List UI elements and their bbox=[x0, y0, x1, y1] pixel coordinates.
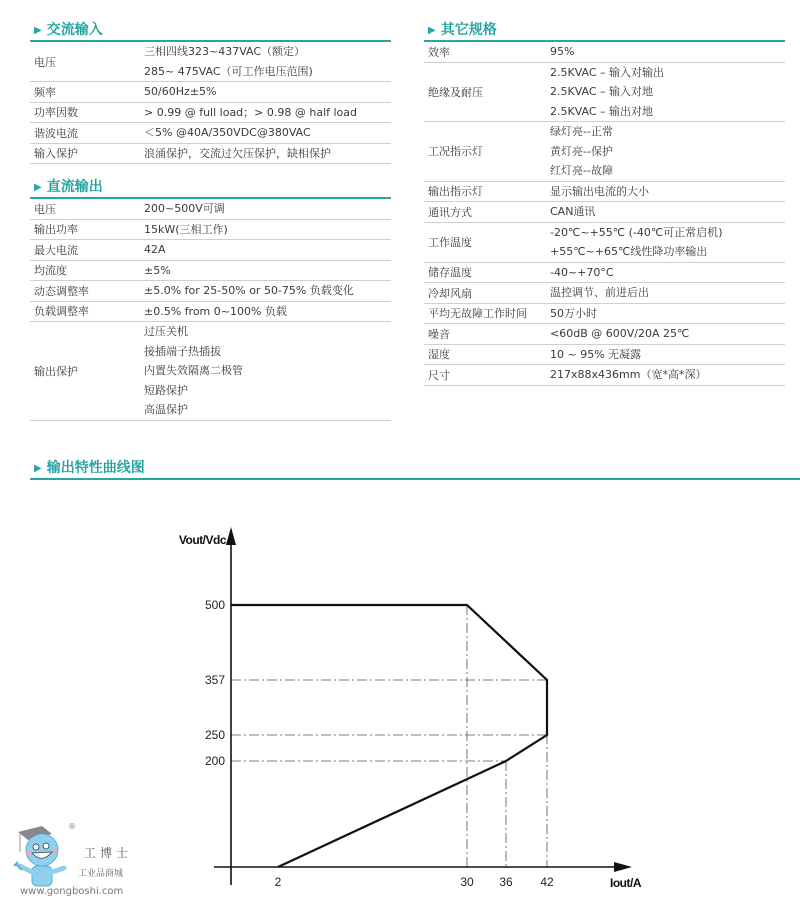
spec-label: 输出指示灯 bbox=[424, 181, 546, 202]
y-tick-label: 200 bbox=[204, 754, 225, 768]
spec-value-line: 接插端子热插拔 bbox=[144, 344, 221, 358]
x-tick-label: 30 bbox=[460, 875, 474, 889]
spec-value-line: -40~+70°C bbox=[550, 265, 614, 279]
spec-label: 负载调整率 bbox=[30, 301, 140, 322]
spec-label: 均流度 bbox=[30, 260, 140, 281]
spec-label: 最大电流 bbox=[30, 240, 140, 261]
spec-value-line: ±0.5% from 0~100% 负载 bbox=[144, 304, 287, 318]
reference-lines bbox=[231, 605, 547, 867]
dc-output-title: 直流输出 bbox=[46, 179, 103, 195]
logo-brand: 工博士 bbox=[84, 846, 133, 860]
spec-value-line: 285~ 475VAC（可工作电压范围) bbox=[144, 64, 313, 78]
x-axis-arrow-icon bbox=[614, 862, 632, 872]
triangle-bullet-icon: ▶ bbox=[34, 463, 42, 474]
spec-value-line: ±5.0% for 25-50% or 50-75% 负载变化 bbox=[144, 284, 354, 297]
spec-value-line: -20℃~+55℃ (-40℃可正常启机) bbox=[550, 225, 723, 239]
chart-labels bbox=[179, 533, 642, 890]
triangle-bullet-icon: ▶ bbox=[428, 25, 436, 36]
spec-label: 频率 bbox=[30, 82, 140, 103]
spec-value-line: 三相四线323~437VAC（额定） bbox=[144, 45, 306, 58]
spec-label: 动态调整率 bbox=[30, 281, 140, 302]
spec-value-line: <60dB @ 600V/20A 25℃ bbox=[550, 327, 690, 340]
spec-value-line: 高温保护 bbox=[144, 403, 188, 416]
chart-section-title: 输出特性曲线图 bbox=[46, 460, 145, 476]
x-axis-title: Iout/A bbox=[610, 876, 641, 890]
registered-mark: ® bbox=[68, 822, 76, 831]
spec-label: 效率 bbox=[424, 42, 546, 62]
spec-value-line: +55℃~+65℃线性降功率输出 bbox=[550, 245, 708, 258]
spec-label: 通讯方式 bbox=[424, 202, 546, 223]
spec-value-line: 2.5KVAC – 输入对输出 bbox=[550, 65, 665, 79]
spec-label: 输出保护 bbox=[30, 322, 140, 421]
spec-value-line: 2.5KVAC – 输出对地 bbox=[550, 104, 654, 118]
spec-label: 电压 bbox=[30, 199, 140, 219]
y-tick-label: 500 bbox=[204, 598, 225, 612]
spec-value-line: 42A bbox=[144, 243, 166, 256]
output-curve bbox=[231, 605, 547, 867]
spec-value-line: 50万小时 bbox=[550, 306, 597, 320]
gongboshi-logo bbox=[12, 820, 152, 905]
y-tick-label: 250 bbox=[204, 728, 225, 742]
spec-value-line: ＜5% @40A/350VDC@380VAC bbox=[144, 126, 311, 139]
x-tick-label: 36 bbox=[499, 875, 513, 889]
spec-label: 谐波电流 bbox=[30, 123, 140, 144]
spec-value-line: 绿灯亮--正常 bbox=[550, 125, 613, 138]
spec-value-line: 红灯亮--故障 bbox=[550, 164, 613, 177]
spec-value-line: CAN通讯 bbox=[550, 205, 596, 218]
triangle-bullet-icon: ▶ bbox=[34, 25, 42, 36]
spec-label: 湿度 bbox=[424, 344, 546, 365]
other-specs-title: 其它规格 bbox=[440, 22, 497, 38]
spec-value-line: 200~500V可调 bbox=[144, 202, 225, 215]
spec-label: 尺寸 bbox=[424, 365, 546, 386]
spec-value-line: 217x88x436mm（宽*高*深） bbox=[550, 368, 707, 381]
spec-value-line: 10 ~ 95% 无凝露 bbox=[550, 347, 642, 361]
chart-axes bbox=[214, 527, 632, 885]
spec-label: 功率因数 bbox=[30, 102, 140, 123]
x-tick-label: 42 bbox=[540, 875, 554, 889]
y-axis-title: Vout/Vdc bbox=[178, 533, 226, 547]
spec-value-line: > 0.99 @ full load；> 0.98 @ half load bbox=[144, 105, 358, 119]
spec-value-line: 浪涌保护，交流过欠压保护，缺相保护 bbox=[144, 146, 331, 160]
spec-label: 工况指示灯 bbox=[424, 122, 546, 182]
envelope-curve bbox=[231, 605, 547, 867]
spec-label: 电压 bbox=[30, 42, 140, 82]
y-tick-label: 357 bbox=[204, 673, 225, 687]
y-axis-arrow-icon bbox=[226, 527, 236, 545]
spec-value-line: ±5% bbox=[144, 263, 171, 277]
spec-label: 平均无故障工作时间 bbox=[424, 303, 546, 324]
spec-value-line: 黄灯亮--保护 bbox=[550, 144, 613, 158]
spec-value-line: 2.5KVAC – 输入对地 bbox=[550, 85, 654, 98]
logo-url: www.gongboshi.com bbox=[20, 886, 124, 897]
spec-value-line: 95% bbox=[550, 45, 575, 58]
spec-label: 冷却风扇 bbox=[424, 283, 546, 304]
spec-value-line: 50/60Hz±5% bbox=[144, 85, 217, 98]
spec-label: 工作温度 bbox=[424, 222, 546, 262]
spec-label: 输入保护 bbox=[30, 143, 140, 164]
triangle-bullet-icon: ▶ bbox=[34, 182, 42, 193]
spec-value-line: 内置失效隔离二极管 bbox=[144, 364, 243, 377]
spec-value-line: 过压关机 bbox=[144, 325, 188, 338]
spec-label: 输出功率 bbox=[30, 219, 140, 240]
x-tick-label: 2 bbox=[274, 875, 282, 889]
spec-label: 绝缘及耐压 bbox=[424, 62, 546, 122]
spec-label: 储存温度 bbox=[424, 262, 546, 283]
spec-value-line: 温控调节、前进后出 bbox=[550, 286, 649, 299]
mascot-icon bbox=[12, 822, 82, 890]
ac-input-title: 交流输入 bbox=[46, 22, 103, 38]
spec-value-line: 15kW(三相工作) bbox=[144, 222, 228, 236]
spec-label: 噪音 bbox=[424, 324, 546, 345]
logo-subtitle: 工业品商城 bbox=[78, 869, 124, 879]
spec-value-line: 显示输出电流的大小 bbox=[550, 184, 649, 198]
spec-value-line: 短路保护 bbox=[144, 383, 188, 397]
